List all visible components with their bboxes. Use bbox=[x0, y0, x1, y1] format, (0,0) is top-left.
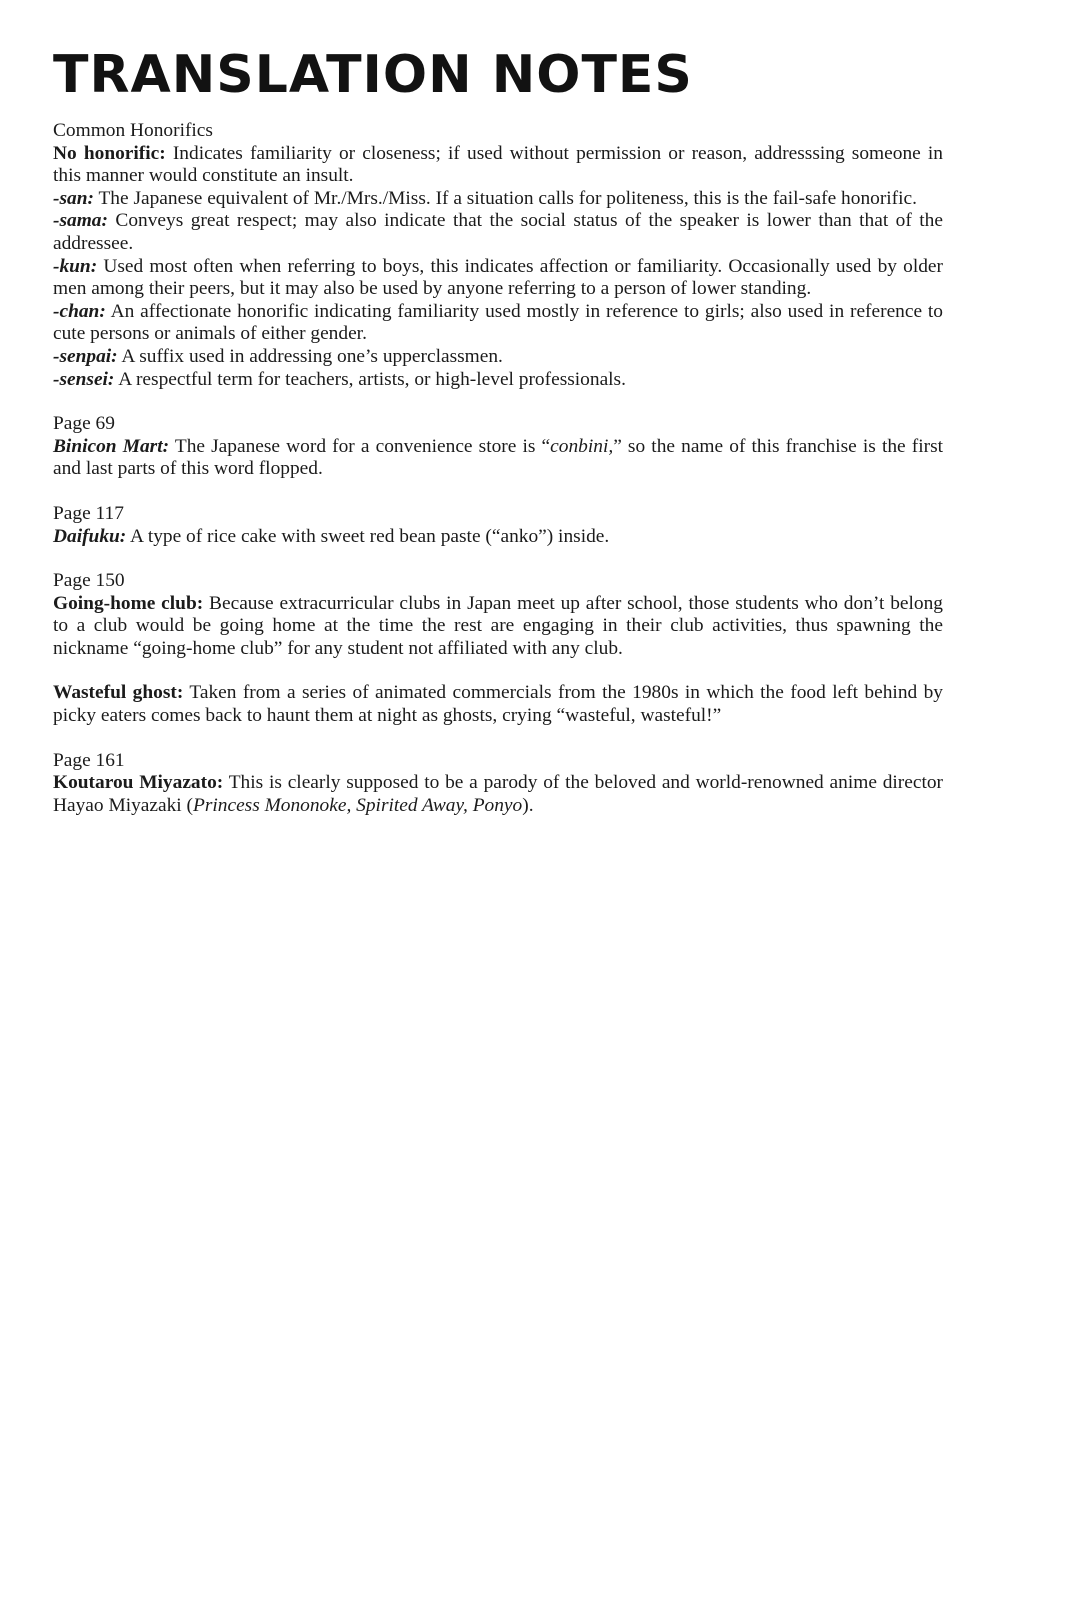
honorific-term: -chan: bbox=[53, 300, 106, 322]
binicon-mart-term: Binicon Mart: bbox=[53, 435, 170, 457]
going-home-club-term: Going-home club: bbox=[53, 592, 204, 614]
page-150-section bbox=[53, 570, 943, 660]
honorific-term: -sensei: bbox=[53, 368, 115, 390]
honorific-definition: A suffix used in addressing one’s upperclassmen. bbox=[121, 345, 503, 367]
honorific-entry bbox=[53, 301, 943, 346]
page-161-section bbox=[53, 750, 943, 818]
wasteful-ghost-term: Wasteful ghost: bbox=[53, 682, 184, 704]
binicon-mart-text-end: ” so the name of this franchise is the first and last parts of this word flopped. bbox=[53, 435, 943, 480]
wasteful-ghost-note bbox=[53, 682, 943, 727]
koutarou-miyazato-term: Koutarou Miyazato: bbox=[53, 772, 224, 794]
honorific-entry bbox=[53, 143, 943, 188]
honorific-definition: The Japanese equivalent of Mr./Mrs./Miss. If a situation calls for politeness, this is the fail-safe honorific. bbox=[98, 187, 917, 209]
film-titles: Princess Mononoke, Spirited Away, Ponyo bbox=[193, 794, 523, 816]
honorific-definition: Indicates familiarity or closeness; if used without permission or reason, addresssing someone in this manner would constitute an insult. bbox=[53, 142, 943, 187]
honorific-term: -san: bbox=[53, 187, 94, 209]
page-150-heading: Page 150 bbox=[53, 570, 125, 592]
koutarou-miyazato-text-end: ). bbox=[522, 794, 534, 816]
wasteful-ghost-text: Taken from a series of animated commercials from the 1980s in which the food left behind by picky eaters comes back to haunt them at night as ghosts, crying “wasteful, wasteful!” bbox=[53, 682, 943, 727]
honorifics-section bbox=[53, 120, 943, 391]
wasteful-ghost-section bbox=[53, 682, 943, 727]
conbini-word: conbini, bbox=[550, 435, 614, 457]
honorific-entry bbox=[53, 256, 943, 301]
honorific-entry bbox=[53, 369, 943, 392]
koutarou-miyazato-text-start: This is clearly supposed to be a parody of the beloved and world-renowned anime director Hayao Miyazaki ( bbox=[53, 772, 944, 816]
honorific-definition: Conveys great respect; may also indicate that the social status of the speaker is lower than that of the addressee. bbox=[53, 210, 943, 254]
honorific-term: -senpai: bbox=[53, 345, 118, 367]
page-161-heading: Page 161 bbox=[53, 749, 125, 771]
honorific-entry bbox=[53, 210, 943, 255]
going-home-club-note bbox=[53, 593, 943, 661]
honorifics-heading: Common Honorifics bbox=[53, 120, 213, 141]
translation-notes-page bbox=[53, 46, 943, 817]
page-title: TRANSLATION NOTES bbox=[53, 45, 693, 105]
honorific-definition: A respectful term for teachers, artists, or high-level professionals. bbox=[118, 368, 626, 390]
honorific-term: -kun: bbox=[53, 255, 98, 277]
daifuku-text: A type of rice cake with sweet red bean paste (“anko”) inside. bbox=[130, 525, 610, 547]
binicon-mart-text-start: The Japanese word for a convenience store is “ bbox=[174, 435, 551, 457]
page-117-heading: Page 117 bbox=[53, 502, 124, 524]
honorific-term: No honorific: bbox=[53, 142, 166, 164]
honorific-definition: Used most often when referring to boys, this indicates affection or familiarity. Occasionally used by older men among their peers, but it may also be used by anyone referring to a person of lower standing. bbox=[53, 255, 943, 300]
going-home-club-text: Because extracurricular clubs in Japan meet up after school, those students who don’t belong to a club would be going home at the time the rest are engaging in their club activities, thus spawning the nickname “going-home club” for any student not affiliated with any club. bbox=[53, 592, 943, 659]
honorific-entry bbox=[53, 188, 943, 211]
daifuku-note bbox=[53, 526, 943, 549]
page-117-section bbox=[53, 503, 943, 548]
page-69-section bbox=[53, 413, 943, 481]
daifuku-term: Daifuku: bbox=[53, 525, 127, 547]
koutarou-miyazato-note bbox=[53, 772, 943, 817]
honorific-term: -sama: bbox=[53, 210, 108, 232]
honorific-entry bbox=[53, 346, 943, 369]
page-69-heading: Page 69 bbox=[53, 413, 115, 435]
honorific-definition: An affectionate honorific indicating familiarity used mostly in reference to girls; also used in reference to cute persons or animals of either gender. bbox=[53, 300, 944, 345]
binicon-mart-note bbox=[53, 436, 943, 481]
